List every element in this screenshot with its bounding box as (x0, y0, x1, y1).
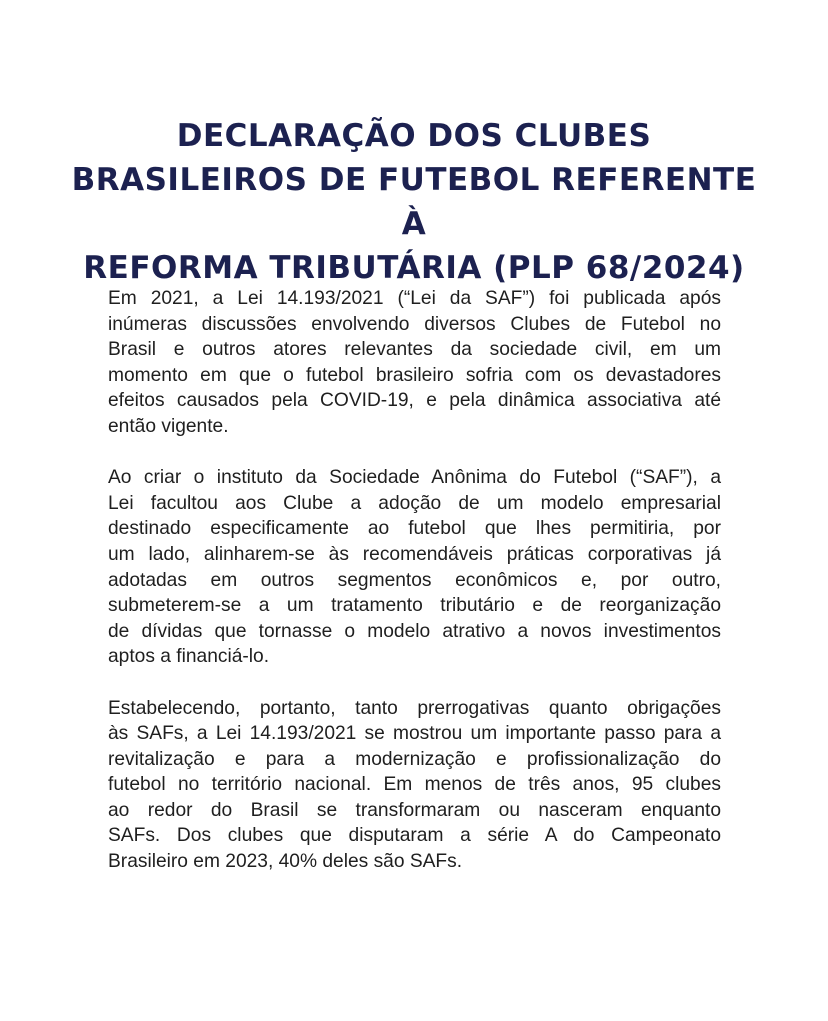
paragraph-saf-law-history (108, 286, 721, 440)
paragraph-line: então vigente. (108, 415, 229, 437)
paragraph-line: futebol no território nacional. Em menos de três anos, 95 clubes (108, 774, 721, 796)
paragraph-line: Brasil e outros atores relevantes da sociedade civil, em um (108, 339, 721, 361)
title-line: BRASILEIROS DE FUTEBOL REFERENTE À (71, 162, 757, 242)
paragraph-line: Lei facultou aos Clube a adoção de um modelo empresarial (108, 492, 721, 514)
paragraph-saf-results (108, 696, 721, 875)
paragraph-saf-institute (108, 465, 721, 670)
paragraph-line: Em 2021, a Lei 14.193/2021 (“Lei da SAF”) foi publicada após (108, 288, 721, 309)
paragraph-line: efeitos causados pela COVID-19, e pela dinâmica associativa até (108, 390, 721, 412)
paragraph-line: revitalização e para a modernização e profissionalização do (108, 748, 721, 770)
paragraph-line: às SAFs, a Lei 14.193/2021 se mostrou um importante passo para a (108, 723, 721, 745)
paragraph-line: um lado, alinharem-se às recomendáveis práticas corporativas já (108, 543, 721, 565)
paragraph-line: inúmeras discussões envolvendo diversos Clubes de Futebol no (108, 313, 721, 335)
paragraph-line: destinado especificamente ao futebol que lhes permitiria, por (108, 518, 721, 540)
paragraph-line: Ao criar o instituto da Sociedade Anônima do Futebol (“SAF”), a (108, 467, 721, 489)
title-line: REFORMA TRIBUTÁRIA (PLP 68/2024) (83, 250, 745, 286)
title-line: DECLARAÇÃO DOS CLUBES (176, 118, 652, 154)
paragraph-line: Brasileiro em 2023, 40% deles são SAFs. (108, 851, 463, 873)
paragraph-line: Estabelecendo, portanto, tanto prerrogativas quanto obrigações (108, 697, 721, 719)
paragraph-line: aptos a financiá-lo. (108, 646, 270, 668)
paragraph-line: submeterem-se a um tratamento tributário e de reorganização (108, 595, 721, 617)
paragraph-line: ao redor do Brasil se transformaram ou nasceram enquanto (108, 799, 721, 821)
paragraph-line: de dívidas que tornasse o modelo atrativo a novos investimentos (108, 620, 721, 642)
document-title (60, 114, 768, 290)
paragraph-line: adotadas em outros segmentos econômicos e, por outro, (108, 569, 721, 591)
paragraph-line: SAFs. Dos clubes que disputaram a série A do Campeonato (108, 825, 721, 847)
paragraph-line: momento em que o futebol brasileiro sofria com os devastadores (108, 364, 721, 386)
document-body (108, 286, 721, 900)
